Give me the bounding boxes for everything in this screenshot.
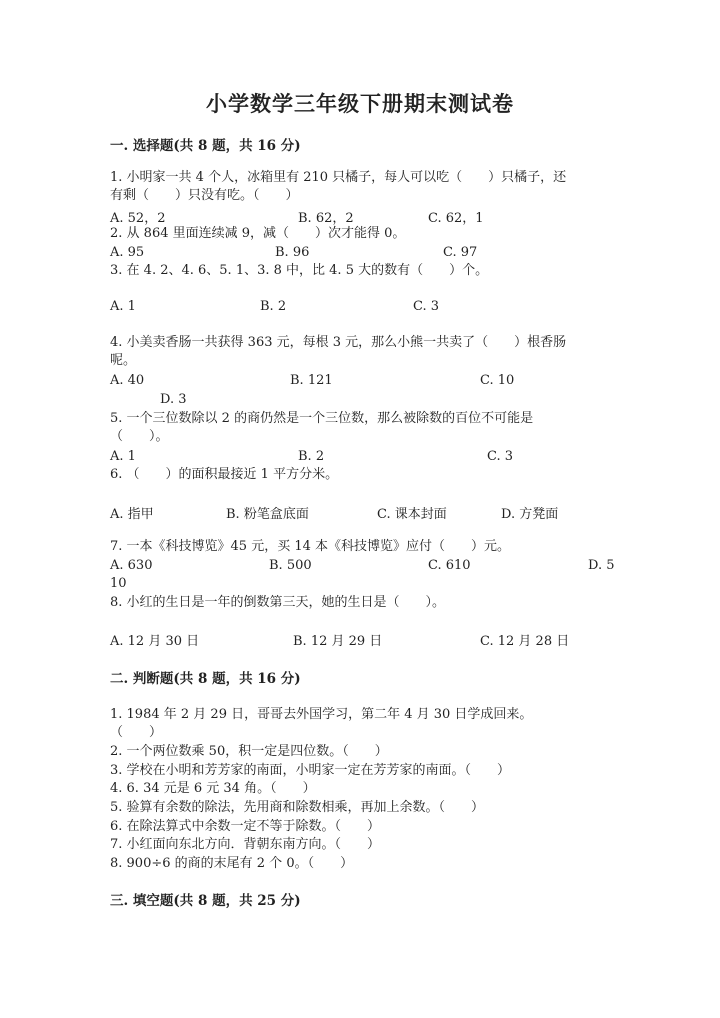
choice-option: A. 40 [110,373,145,388]
choice-option: C. 3 [413,299,440,314]
choice-option: D. 方凳面 [501,507,559,522]
choice-option: A. 12 月 30 日 [110,634,200,649]
choice-option: C. 62，1 [428,211,484,226]
question-stem: 6. （ ）的面积最接近 1 平方分米。 [110,467,339,482]
question-stem: 1. 小明家一共 4 个人，冰箱里有 210 只橘子，每人可以吃（ ）只橘子，还 [110,170,567,185]
choice-option: B. 2 [298,449,325,464]
choice-option: C. 97 [443,245,478,260]
choice-option: A. 1 [110,449,136,464]
page-title: 小学数学三年级下册期末测试卷 [206,91,514,116]
question-stem: 2. 从 864 里面连续减 9，减（ ）次才能得 0。 [110,226,406,241]
section-heading-choice: 一. 选择题(共 8 题，共 16 分) [110,138,301,154]
choice-option: B. 12 月 29 日 [293,634,383,649]
section-heading-fill: 三. 填空题(共 8 题，共 25 分) [110,893,301,909]
choice-option: B. 500 [269,558,312,573]
choice-option: B. 96 [275,245,310,260]
judge-question: 5. 验算有余数的除法，先用商和除数相乘，再加上余数。（ ） [110,800,485,815]
choice-option: A. 630 [110,558,153,573]
question-stem: 7. 一本《科技博览》45 元，买 14 本《科技博览》应付（ ）元。 [110,539,511,554]
judge-question: 1. 1984 年 2 月 29 日，哥哥去外国学习，第二年 4 月 30 日学成回来。 [110,707,533,722]
choice-option: D. 5 [588,558,615,573]
choice-option: A. 1 [110,299,136,314]
choice-option: C. 610 [428,558,471,573]
choice-option: B. 粉笔盒底面 [226,507,309,522]
judge-question: 4. 6. 34 元是 6 元 34 角。（ ） [110,781,316,796]
judge-question: 8. 900÷6 的商的末尾有 2 个 0。（ ） [110,856,354,871]
judge-question: 7. 小红面向东北方向．背朝东南方向。（ ） [110,837,381,852]
question-stem: 4. 小美卖香肠一共获得 363 元，每根 3 元，那么小熊一共卖了（ ）根香肠 [110,335,567,350]
question-stem: 呢。 [110,353,137,368]
question-stem: 5. 一个三位数除以 2 的商仍然是一个三位数，那么被除数的百位不可能是 [110,411,534,426]
judge-question: 3. 学校在小明和芳芳家的南面，小明家一定在芳芳家的南面。（ ） [110,763,511,778]
judge-question: 2. 一个两位数乘 50，积一定是四位数。（ ） [110,744,388,759]
choice-option: C. 12 月 28 日 [480,634,570,649]
choice-option: A. 52，2 [110,211,166,226]
choice-option: C. 3 [487,449,514,464]
choice-option: A. 指甲 [110,507,154,522]
section-heading-judge: 二. 判断题(共 8 题，共 16 分) [110,671,301,687]
choice-option: B. 62，2 [298,211,354,226]
choice-option: A. 95 [110,245,145,260]
question-stem: 有剩（ ）只没有吃。（ ） [110,188,299,203]
choice-option: D. 3 [160,392,187,407]
question-stem: 3. 在 4. 2、4. 6、5. 1、3. 8 中，比 4. 5 大的数有（ ）个。 [110,263,489,278]
choice-option: B. 121 [290,373,333,388]
choice-option: C. 10 [480,373,515,388]
judge-question: 6. 在除法算式中余数一定不等于除数。（ ） [110,819,381,834]
choice-option: C. 课本封面 [377,507,447,522]
question-stem: 8. 小红的生日是一年的倒数第三天，她的生日是（ ）。 [110,595,446,610]
question-stem: （ ）。 [110,429,169,444]
choice-option-continued: 10 [110,576,127,591]
choice-option: B. 2 [260,299,287,314]
judge-question: （ ） [110,725,163,740]
